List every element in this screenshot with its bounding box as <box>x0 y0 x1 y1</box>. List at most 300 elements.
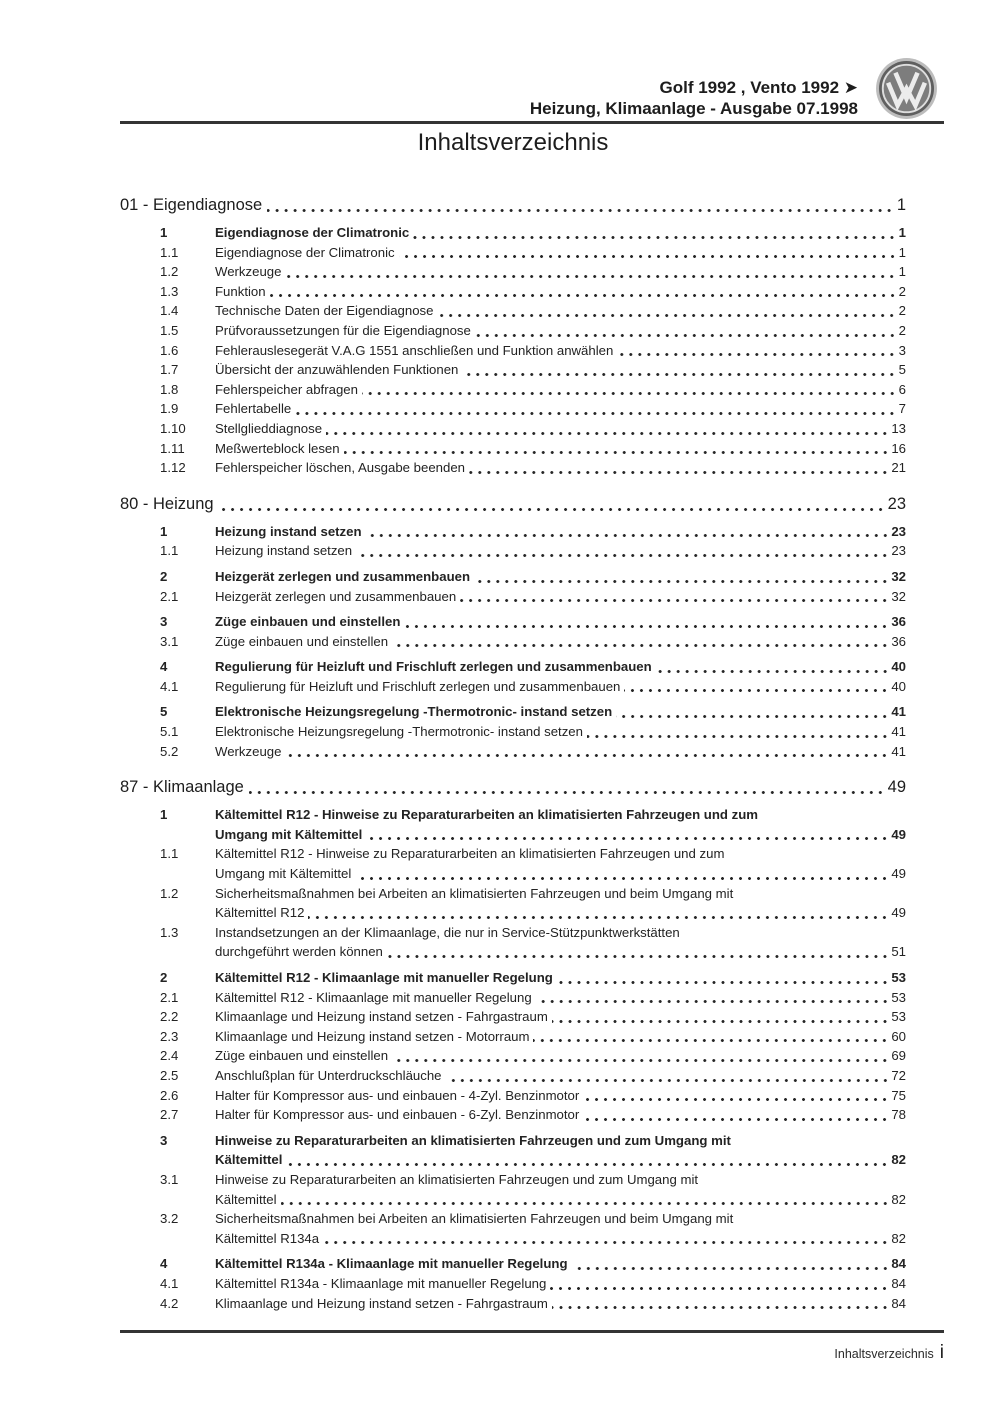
toc-item[interactable] <box>120 587 906 607</box>
toc-item-title: Elektronische Heizungsregelung -Thermotronic- instand setzen <box>215 724 583 740</box>
dot-leader <box>285 274 896 279</box>
toc-item-body <box>215 1170 906 1209</box>
toc-item-number: 1.2 <box>160 885 179 901</box>
toc-item-page-number: 84 <box>891 1295 906 1311</box>
toc-item[interactable] <box>120 844 906 883</box>
toc-item[interactable] <box>120 1086 906 1106</box>
toc-item[interactable] <box>120 884 906 923</box>
toc-item-title: Fehlerspeicher löschen, Ausgabe beenden <box>215 460 466 476</box>
toc-item-title: Eigendiagnose der Climatronic <box>215 244 395 260</box>
toc-item-page-number: 23 <box>891 523 906 539</box>
toc-item-title: Heizung instand setzen <box>215 523 362 539</box>
dot-leader <box>356 553 889 558</box>
toc-item-title: Umgang mit Kältemittel <box>215 826 363 842</box>
toc-item-page-number: 5 <box>898 362 906 378</box>
dot-leader <box>446 1078 890 1083</box>
toc-item[interactable] <box>120 380 906 400</box>
toc-item-number: 3 <box>160 614 168 630</box>
toc-item-number: 1 <box>160 523 168 539</box>
toc <box>120 194 906 1313</box>
toc-item-body <box>215 1066 906 1086</box>
toc-item[interactable] <box>120 301 906 321</box>
toc-item-page-number: 84 <box>891 1275 906 1291</box>
toc-item-title: Werkzeuge <box>215 743 282 759</box>
toc-item-title: Stellglieddiagnose <box>215 420 323 436</box>
toc-item-title: Heizung instand setzen <box>215 543 353 559</box>
toc-item-number: 2.1 <box>160 588 179 604</box>
toc-item-title: Fehlerauslesegerät V.A.G 1551 anschließen und Funktion anwählen <box>215 342 614 358</box>
toc-item-title: Prüfvoraussetzungen für die Eigendiagnose <box>215 322 471 338</box>
toc-item-title: Umgang mit Kältemittel <box>215 866 352 882</box>
toc-section-items <box>120 805 906 1313</box>
toc-item-page-number: 2 <box>898 303 906 319</box>
toc-item-page-number: 32 <box>891 568 906 584</box>
toc-item-number: 1.10 <box>160 420 186 436</box>
vw-logo-icon <box>875 57 938 120</box>
toc-item-body <box>215 321 906 341</box>
dot-leader <box>616 714 889 719</box>
toc-item-body <box>215 1209 906 1248</box>
toc-item-page-number: 82 <box>891 1191 906 1207</box>
dot-leader <box>267 208 894 213</box>
toc-item[interactable] <box>120 742 906 762</box>
dot-leader <box>583 1097 889 1102</box>
dot-leader <box>344 450 890 455</box>
toc-item[interactable] <box>120 805 906 844</box>
toc-item-title-line: Sicherheitsmaßnahmen bei Arbeiten an klimatisierten Fahrzeugen und beim Umgang mit <box>215 1211 734 1227</box>
toc-item-number: 1.1 <box>160 846 179 862</box>
dot-leader <box>281 1201 890 1206</box>
dot-leader <box>366 836 889 841</box>
toc-item-body <box>215 632 906 652</box>
dot-leader <box>460 598 889 603</box>
toc-item-title-line <box>215 903 906 923</box>
dot-leader <box>392 1058 889 1063</box>
toc-item-number: 3.1 <box>160 1171 179 1187</box>
toc-item[interactable] <box>120 439 906 459</box>
toc-item-title: Halter für Kompressor aus- und einbauen - 6-Zyl. Benzinmotor <box>215 1107 580 1123</box>
toc-item-title: Züge einbauen und einstellen <box>215 633 389 649</box>
toc-section-page-number: 23 <box>887 494 906 513</box>
toc-item-title-line <box>215 968 906 988</box>
toc-item-title-line <box>215 1254 906 1274</box>
footer <box>120 1330 944 1364</box>
toc-item[interactable] <box>120 677 906 697</box>
toc-item-page-number: 40 <box>891 678 906 694</box>
toc-item-body <box>215 1086 906 1106</box>
toc-item-title: Heizgerät zerlegen und zusammenbauen <box>215 568 471 584</box>
toc-item-title-line <box>215 1229 906 1249</box>
toc-item-number: 4.2 <box>160 1295 179 1311</box>
toc-item-page-number: 75 <box>891 1087 906 1103</box>
toc-item-title: Kältemittel <box>215 1191 277 1207</box>
toc-item-title-line: Kältemittel R12 - Hinweise zu Reparaturarbeiten an klimatisierten Fahrzeugen und zum <box>215 846 725 862</box>
toc-item-body <box>215 677 906 697</box>
dot-leader <box>469 470 889 475</box>
toc-item-title-line <box>215 301 906 321</box>
dot-leader <box>286 1162 889 1167</box>
page-title: Inhaltsverzeichnis <box>417 129 609 156</box>
header-edition-line: Heizung, Klimaanlage - Ausgabe 07.1998 <box>529 99 858 118</box>
toc-item-title-line <box>215 587 906 607</box>
toc-item-title: Züge einbauen und einstellen <box>215 1048 389 1064</box>
toc-item[interactable] <box>120 419 906 439</box>
toc-item-body <box>215 1046 906 1066</box>
toc-item-body <box>215 657 906 677</box>
dot-leader <box>399 254 897 259</box>
toc-item-page-number: 84 <box>891 1256 906 1272</box>
toc-item-page-number: 69 <box>891 1048 906 1064</box>
toc-item-title-line: Sicherheitsmaßnahmen bei Arbeiten an klimatisierten Fahrzeugen und beim Umgang mit <box>215 885 734 901</box>
toc-item-number: 2.2 <box>160 1009 179 1025</box>
toc-item[interactable] <box>120 968 906 988</box>
toc-item-body <box>215 884 906 923</box>
toc-item[interactable] <box>120 1294 906 1314</box>
toc-section-header[interactable] <box>120 194 906 217</box>
toc-item-number: 3 <box>160 1132 168 1148</box>
toc-item-title: Eigendiagnose der Climatronic <box>215 225 410 240</box>
toc-item-page-number: 72 <box>891 1067 906 1083</box>
toc-item-title: Kältemittel <box>215 1152 283 1168</box>
toc-item[interactable] <box>120 243 906 263</box>
toc-item[interactable] <box>120 632 906 652</box>
toc-section-items <box>120 223 906 478</box>
toc-section-header[interactable] <box>120 776 906 799</box>
dot-leader <box>295 411 896 416</box>
toc-item-number: 1.4 <box>160 303 179 319</box>
toc-item[interactable] <box>120 1046 906 1066</box>
toc-item-title: Technische Daten der Eigendiagnose <box>215 303 434 319</box>
dot-leader <box>413 235 896 240</box>
toc-item-page-number: 16 <box>891 440 906 456</box>
toc-item-title: Elektronische Heizungsregelung -Thermotronic- instand setzen <box>215 704 613 720</box>
toc-item-body <box>215 988 906 1008</box>
dot-leader <box>249 790 885 795</box>
toc-item-title: Fehlerspeicher abfragen <box>215 381 358 397</box>
toc-item-body <box>215 458 906 478</box>
toc-item-title-line <box>215 1007 906 1027</box>
toc-item[interactable] <box>120 1007 906 1027</box>
toc-item-title: Kältemittel R134a <box>215 1230 320 1246</box>
toc-item[interactable] <box>120 223 906 243</box>
toc-item-body <box>215 223 906 243</box>
dot-leader <box>219 507 885 512</box>
dot-leader <box>308 915 889 920</box>
toc-item[interactable] <box>120 522 906 542</box>
toc-item-title: Regulierung für Heizluft und Frischluft zerlegen und zusammenbauen <box>215 659 652 675</box>
toc-item-title: Kältemittel R12 - Klimaanlage mit manueller Regelung <box>215 970 553 985</box>
toc-item-body <box>215 1274 906 1294</box>
toc-item[interactable] <box>120 612 906 632</box>
toc-item-body <box>215 844 906 883</box>
toc-item-page-number: 53 <box>891 970 906 985</box>
toc-item-number: 2.1 <box>160 989 179 1005</box>
toc-item-title: Halter für Kompressor aus- und einbauen - 4-Zyl. Benzinmotor <box>215 1087 580 1103</box>
dot-leader <box>557 980 889 985</box>
toc-item-page-number: 13 <box>891 420 906 436</box>
toc-section-title: 80 - Heizung <box>120 494 214 513</box>
toc-item[interactable] <box>120 988 906 1008</box>
toc-item-body <box>215 722 906 742</box>
dot-leader <box>366 533 890 538</box>
toc-item-page-number: 82 <box>891 1152 906 1168</box>
toc-item-title: Fehlertabelle <box>215 401 292 417</box>
dot-leader <box>536 999 890 1004</box>
toc-item-title-line <box>215 1027 906 1047</box>
toc-section <box>120 776 906 1313</box>
toc-item[interactable] <box>120 1274 906 1294</box>
dot-leader <box>475 333 897 338</box>
toc-item-body <box>215 419 906 439</box>
toc-item-title-line <box>215 380 906 400</box>
toc-section-title: 01 - Eigendiagnose <box>120 196 263 214</box>
toc-item-body <box>215 522 906 542</box>
toc-item-number: 1.5 <box>160 322 179 338</box>
toc-item-title-line <box>215 321 906 341</box>
toc-item-number: 1 <box>160 807 168 823</box>
toc-item-page-number: 82 <box>891 1230 906 1246</box>
toc-item-title-line <box>215 223 906 243</box>
toc-section-items <box>120 522 906 762</box>
dot-leader <box>656 669 890 674</box>
toc-item-title-line <box>215 419 906 439</box>
toc-section <box>120 194 906 478</box>
toc-item-title-line <box>215 722 906 742</box>
toc-item-page-number: 49 <box>891 826 906 842</box>
toc-item-number: 1.8 <box>160 381 179 397</box>
toc-item-page-number: 32 <box>891 588 906 604</box>
toc-section-page-number: 1 <box>896 196 906 214</box>
toc-item[interactable] <box>120 1027 906 1047</box>
toc-item-number: 1.7 <box>160 362 179 378</box>
toc-item-title-line <box>215 825 906 845</box>
dot-leader <box>572 1266 890 1271</box>
toc-item-number: 4.1 <box>160 1275 179 1291</box>
toc-item-title-line <box>215 942 906 962</box>
toc-item-title-line: Instandsetzungen an der Klimaanlage, die nur in Service-Stützpunktwerkstätten <box>215 924 680 940</box>
toc-item-body <box>215 923 906 962</box>
toc-item-title-line <box>215 988 906 1008</box>
dot-leader <box>617 352 896 357</box>
toc-item[interactable] <box>120 282 906 302</box>
toc-item-page-number: 60 <box>891 1028 906 1044</box>
toc-item[interactable] <box>120 1209 906 1248</box>
dot-leader <box>323 1240 889 1245</box>
toc-item-title: Kältemittel R134a - Klimaanlage mit manueller Regelung <box>215 1256 568 1272</box>
toc-item-title-line <box>215 1046 906 1066</box>
dot-leader <box>552 1019 890 1024</box>
toc-item-title-line <box>215 262 906 282</box>
toc-item[interactable] <box>120 399 906 419</box>
toc-item-body <box>215 282 906 302</box>
toc-item-title-line <box>215 243 906 263</box>
toc-item-body <box>215 567 906 587</box>
toc-item-page-number: 51 <box>891 944 906 960</box>
dot-leader <box>392 643 889 648</box>
toc-item[interactable] <box>120 341 906 361</box>
dot-leader <box>552 1305 890 1310</box>
toc-item[interactable] <box>120 1131 906 1170</box>
toc-item-body <box>215 1007 906 1027</box>
toc-section-title: 87 - Klimaanlage <box>120 778 244 797</box>
toc-item-number: 4.1 <box>160 678 179 694</box>
toc-item-title-line <box>215 864 906 884</box>
toc-item-number: 1.6 <box>160 342 179 358</box>
toc-item[interactable] <box>120 1105 906 1125</box>
toc-item-body <box>215 805 906 844</box>
toc-item-title-line <box>215 1150 906 1170</box>
toc-item-title-line: Hinweise zu Reparaturarbeiten an klimatisierten Fahrzeugen und zum Umgang mit <box>215 1171 699 1187</box>
toc-item-body <box>215 262 906 282</box>
toc-item[interactable] <box>120 722 906 742</box>
toc-item[interactable] <box>120 458 906 478</box>
toc-item[interactable] <box>120 657 906 677</box>
toc-item-number: 1.1 <box>160 244 179 260</box>
toc-item-page-number: 21 <box>891 460 906 476</box>
toc-item-title-line <box>215 1105 906 1125</box>
toc-item-title: Klimaanlage und Heizung instand setzen - Fahrgastraum <box>215 1295 548 1311</box>
toc-item-page-number: 40 <box>891 659 906 675</box>
toc-item[interactable] <box>120 1170 906 1209</box>
toc-item[interactable] <box>120 1254 906 1274</box>
toc-item[interactable] <box>120 360 906 380</box>
toc-item-title-line <box>215 567 906 587</box>
toc-item-number: 1.11 <box>160 440 185 456</box>
dot-leader <box>404 624 889 629</box>
toc-item-body <box>215 742 906 762</box>
toc-item-title: Meßwerteblock lesen <box>215 440 340 456</box>
toc-item-number: 2.7 <box>160 1107 179 1123</box>
document-header <box>120 0 944 124</box>
toc-item-title-line <box>215 341 906 361</box>
toc-section-page-number: 49 <box>887 778 906 797</box>
toc-item-title-line <box>215 702 906 722</box>
toc-item-page-number: 41 <box>891 704 906 720</box>
toc-item-page-number: 36 <box>891 633 906 649</box>
dot-leader <box>550 1286 889 1291</box>
toc-item-title: Werkzeuge <box>215 264 282 280</box>
toc-item-body <box>215 243 906 263</box>
toc-item-page-number: 1 <box>898 225 906 240</box>
toc-item-title-line <box>215 1066 906 1086</box>
toc-item-title-line <box>215 360 906 380</box>
toc-item-number: 2.6 <box>160 1087 179 1103</box>
toc-item-number: 5.2 <box>160 743 179 759</box>
toc-item-body <box>215 439 906 459</box>
toc-item-number: 2 <box>160 568 168 584</box>
toc-item-title: Regulierung für Heizluft und Frischluft zerlegen und zusammenbauen <box>215 678 621 694</box>
dot-leader <box>437 313 896 318</box>
toc-item-number: 1.2 <box>160 264 179 280</box>
toc-item-title-line <box>215 439 906 459</box>
toc-item-number: 2.5 <box>160 1067 179 1083</box>
dot-leader <box>326 431 889 436</box>
toc-item[interactable] <box>120 702 906 722</box>
toc-item-title-line <box>215 282 906 302</box>
toc-item-title-line <box>215 1274 906 1294</box>
toc-item-title-line <box>215 1086 906 1106</box>
toc-item-title: Klimaanlage und Heizung instand setzen - Fahrgastraum <box>215 1009 548 1025</box>
toc-item-title: Anschlußplan für Unterdruckschläuche <box>215 1067 442 1083</box>
toc-item[interactable] <box>120 923 906 962</box>
toc-item-page-number: 1 <box>898 264 906 280</box>
toc-item-title-line <box>215 632 906 652</box>
footer-label: Inhaltsverzeichnis <box>834 1347 934 1361</box>
toc-item-title-line: Hinweise zu Reparaturarbeiten an klimatisierten Fahrzeugen und zum Umgang mit <box>215 1132 731 1148</box>
dot-leader <box>624 688 889 693</box>
toc-section <box>120 493 906 762</box>
toc-item-body <box>215 968 906 988</box>
dot-leader <box>362 391 897 396</box>
toc-item-page-number: 1 <box>898 244 906 260</box>
dot-leader <box>387 954 889 959</box>
dot-leader <box>583 1117 889 1122</box>
toc-item-body <box>215 612 906 632</box>
dot-leader <box>285 753 889 758</box>
toc-item-number: 3.2 <box>160 1211 179 1227</box>
toc-item-page-number: 2 <box>898 283 906 299</box>
toc-item-page-number: 36 <box>891 614 906 630</box>
toc-item-number: 1.3 <box>160 924 179 940</box>
toc-item-number: 2.4 <box>160 1048 179 1064</box>
dot-leader <box>533 1038 889 1043</box>
toc-section-header[interactable] <box>120 493 906 516</box>
toc-item-body <box>215 1294 906 1314</box>
toc-item-number: 2.3 <box>160 1028 179 1044</box>
toc-item-title-line <box>215 522 906 542</box>
toc-item-number: 1.12 <box>160 460 186 476</box>
toc-item-number: 1.9 <box>160 401 179 417</box>
toc-item-body <box>215 1105 906 1125</box>
toc-item-page-number: 41 <box>891 743 906 759</box>
toc-item-title-line <box>215 458 906 478</box>
toc-item-body <box>215 541 906 561</box>
footer-page-number: i <box>939 1342 944 1363</box>
toc-item-number: 1 <box>160 225 168 240</box>
toc-item-title: Züge einbauen und einstellen <box>215 614 401 630</box>
toc-item-body <box>215 399 906 419</box>
dot-leader <box>355 876 889 881</box>
toc-item-body <box>215 301 906 321</box>
toc-item-page-number: 3 <box>898 342 906 358</box>
toc-item-number: 2 <box>160 970 168 985</box>
toc-item[interactable] <box>120 321 906 341</box>
toc-item-title: Kältemittel R12 <box>215 905 305 921</box>
toc-item-page-number: 49 <box>891 905 906 921</box>
toc-item-page-number: 7 <box>898 401 906 417</box>
toc-item-page-number: 23 <box>891 543 906 559</box>
toc-item[interactable] <box>120 1066 906 1086</box>
toc-item-number: 1.1 <box>160 543 179 559</box>
toc-item-title: Klimaanlage und Heizung instand setzen - Motorraum <box>215 1028 530 1044</box>
toc-item[interactable] <box>120 567 906 587</box>
toc-item-body <box>215 380 906 400</box>
toc-item-body <box>215 341 906 361</box>
toc-item[interactable] <box>120 541 906 561</box>
toc-item-title-line <box>215 657 906 677</box>
toc-item-body <box>215 587 906 607</box>
dot-leader <box>474 579 889 584</box>
toc-item-page-number: 2 <box>898 322 906 338</box>
toc-item-number: 3.1 <box>160 633 179 649</box>
header-model-line: Golf 1992 , Vento 1992 ➤ <box>659 78 858 97</box>
toc-item-title-line <box>215 742 906 762</box>
dot-leader <box>462 372 896 377</box>
toc-item[interactable] <box>120 262 906 282</box>
toc-item-page-number: 49 <box>891 866 906 882</box>
toc-item-title: Übersicht der anzuwählenden Funktionen <box>215 362 459 378</box>
toc-item-number: 1.3 <box>160 283 179 299</box>
